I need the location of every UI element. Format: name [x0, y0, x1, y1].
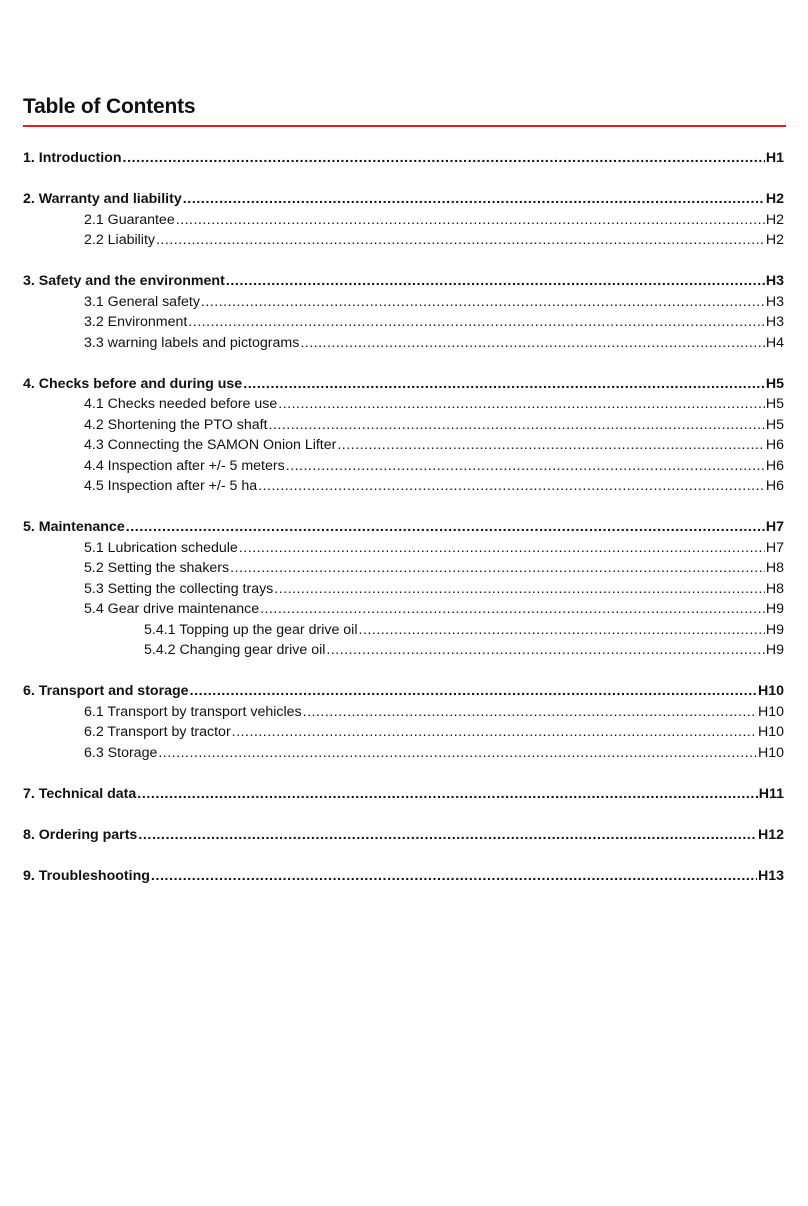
toc-entry-title: 9. Troubleshooting [23, 867, 150, 884]
dot-leader [258, 476, 765, 497]
toc-entry-title: 4.3 Connecting the SAMON Onion Lifter [84, 437, 337, 453]
toc-entry-title: 4.4 Inspection after +/- 5 meters [84, 457, 285, 474]
toc-entry-level-1[interactable] [23, 681, 784, 702]
toc-entry-title: 5.1 Lubrication schedule [84, 539, 238, 556]
toc-entry-page: H10 [757, 703, 784, 720]
toc-entry-title: 5.4 Gear drive maintenance [84, 601, 260, 617]
toc-entry-title: 4.2 Shortening the PTO shaft [84, 416, 268, 433]
dot-leader [286, 456, 765, 477]
dot-leader [243, 374, 765, 395]
toc-entry-level-2[interactable] [23, 415, 784, 436]
dot-leader [158, 743, 757, 764]
toc-entry-page: H2 [765, 211, 784, 228]
toc-entry-title: 5.3 Setting the collecting trays [84, 580, 274, 597]
toc-entry-level-2[interactable] [23, 230, 784, 251]
toc-entry-title: 5.4.1 Topping up the gear drive oil [144, 621, 358, 638]
toc-entry-page: H5 [765, 416, 784, 433]
toc-entry-title: 5. Maintenance [23, 519, 125, 535]
toc-entry-level-2[interactable] [23, 292, 784, 313]
toc-entry-level-2[interactable] [23, 456, 784, 477]
toc-entry-page: H12 [757, 826, 784, 843]
toc-entry-level-2[interactable] [23, 558, 784, 579]
toc-entry-level-1[interactable] [23, 189, 784, 210]
dot-leader [126, 517, 765, 538]
dot-leader [326, 640, 764, 661]
toc-entry-page: H6 [765, 437, 784, 453]
toc-entry-level-2[interactable] [23, 702, 784, 723]
toc-entry-title: 3.2 Environment [84, 314, 188, 330]
toc-entry-title: 3.1 General safety [84, 293, 200, 310]
toc-entry-level-2[interactable] [23, 743, 784, 764]
toc-entry-level-2[interactable] [23, 394, 784, 415]
toc-entry-page: H9 [765, 621, 784, 638]
toc-entry-title: 4. Checks before and during use [23, 375, 243, 392]
dot-leader [230, 558, 765, 579]
toc-entry-page: H5 [765, 396, 784, 412]
toc-entry-page: H4 [765, 334, 784, 351]
toc-entry-page: H7 [765, 519, 784, 535]
dot-leader [151, 866, 757, 887]
toc-list [23, 148, 784, 886]
toc-entry-level-1[interactable] [23, 866, 784, 887]
toc-entry-page: H10 [757, 724, 784, 740]
dot-leader [232, 722, 757, 743]
toc-entry-title: 6.1 Transport by transport vehicles [84, 703, 302, 720]
toc-entry-page: H9 [765, 601, 784, 617]
dot-leader [359, 620, 765, 641]
toc-entry-title: 2. Warranty and liability [23, 191, 182, 207]
toc-entry-level-1[interactable] [23, 271, 784, 292]
toc-entry-page: H11 [758, 785, 784, 802]
dot-leader [188, 312, 765, 333]
dot-leader [239, 538, 765, 559]
dot-leader [156, 230, 765, 251]
dot-leader [300, 333, 765, 354]
toc-entry-title: 5.4.2 Changing gear drive oil [144, 642, 326, 658]
toc-entry-level-3[interactable] [23, 620, 784, 641]
page-title: Table of Contents [23, 95, 196, 118]
toc-entry-level-1[interactable] [23, 148, 784, 169]
toc-entry-level-2[interactable] [23, 476, 784, 497]
toc-entry-title: 2.2 Liability [84, 232, 155, 248]
toc-entry-page: H2 [765, 191, 784, 207]
toc-entry-page: H13 [757, 867, 784, 884]
toc-entry-level-2[interactable] [23, 312, 784, 333]
toc-entry-title: 8. Ordering parts [23, 826, 138, 843]
toc-entry-level-2[interactable] [23, 333, 784, 354]
toc-entry-title: 3.3 warning labels and pictograms [84, 334, 300, 351]
title-divider [23, 125, 786, 127]
toc-entry-page: H2 [765, 232, 784, 248]
dot-leader [303, 702, 757, 723]
dot-leader [260, 599, 765, 620]
dot-leader [138, 825, 757, 846]
dot-leader [269, 415, 765, 436]
toc-entry-title: 6.2 Transport by tractor [84, 724, 231, 740]
toc-entry-level-2[interactable] [23, 722, 784, 743]
toc-entry-page: H6 [765, 457, 784, 474]
toc-entry-level-2[interactable] [23, 599, 784, 620]
toc-entry-title: 6. Transport and storage [23, 683, 189, 699]
toc-entry-page: H6 [765, 478, 784, 494]
toc-entry-title: 4.5 Inspection after +/- 5 ha [84, 478, 258, 494]
dot-leader [190, 681, 757, 702]
toc-entry-page: H8 [765, 580, 784, 597]
dot-leader [176, 210, 765, 231]
toc-entry-level-1[interactable] [23, 825, 784, 846]
toc-entry-title: 5.2 Setting the shakers [84, 560, 230, 576]
toc-entry-level-2[interactable] [23, 579, 784, 600]
toc-entry-title: 4.1 Checks needed before use [84, 396, 278, 412]
toc-entry-page: H3 [765, 273, 784, 289]
toc-entry-level-2[interactable] [23, 210, 784, 231]
toc-entry-level-1[interactable] [23, 784, 784, 805]
toc-entry-page: H3 [765, 314, 784, 330]
toc-entry-title: 3. Safety and the environment [23, 273, 225, 289]
toc-entry-page: H7 [765, 539, 784, 556]
toc-entry-title: 7. Technical data [23, 785, 137, 802]
dot-leader [337, 435, 765, 456]
dot-leader [137, 784, 757, 805]
dot-leader [123, 148, 765, 169]
toc-entry-level-1[interactable] [23, 517, 784, 538]
toc-entry-title: 6.3 Storage [84, 744, 158, 761]
dot-leader [278, 394, 765, 415]
toc-entry-page: H8 [765, 560, 784, 576]
dot-leader [274, 579, 765, 600]
toc-entry-title: 1. Introduction [23, 150, 122, 166]
toc-entry-level-3[interactable] [23, 640, 784, 661]
toc-entry-page: H1 [765, 150, 784, 166]
toc-entry-level-1[interactable] [23, 374, 784, 395]
dot-leader [201, 292, 765, 313]
dot-leader [226, 271, 765, 292]
toc-entry-page: H3 [765, 293, 784, 310]
dot-leader [183, 189, 765, 210]
toc-entry-page: H9 [765, 642, 784, 658]
toc-entry-page: H5 [765, 375, 784, 392]
toc-entry-page: H10 [757, 683, 784, 699]
toc-entry-level-2[interactable] [23, 435, 784, 456]
toc-entry-title: 2.1 Guarantee [84, 211, 175, 228]
toc-entry-level-2[interactable] [23, 538, 784, 559]
toc-entry-page: H10 [757, 744, 784, 761]
